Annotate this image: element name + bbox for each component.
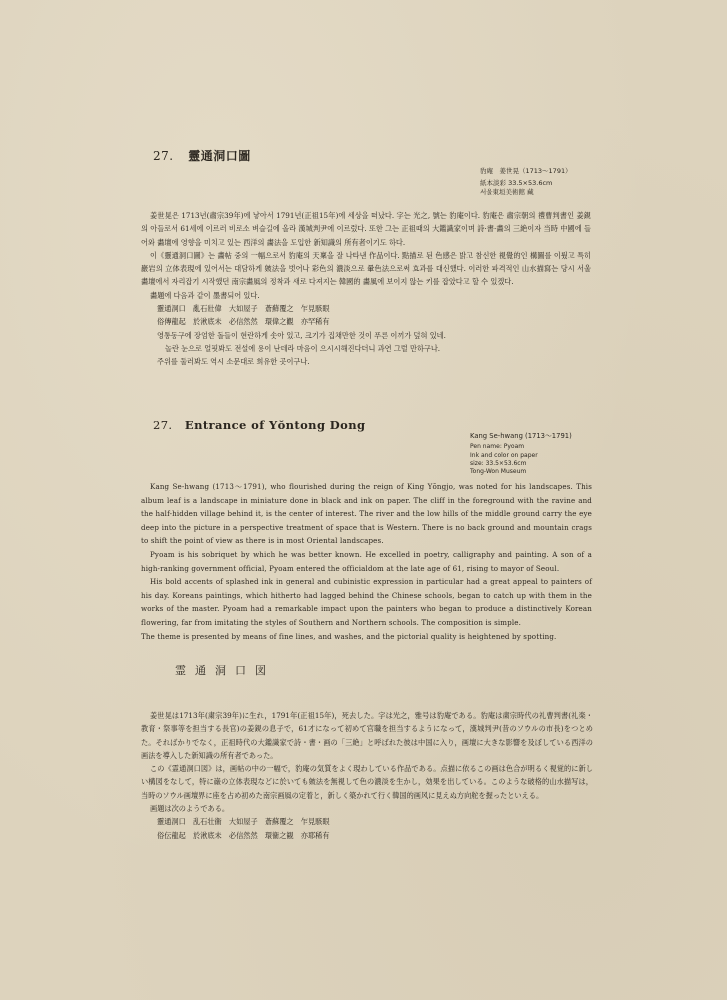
japanese-poem-line: 靈通洞口 乱石壮衞 大如屋子 蒼蘇覆之 乍見駭眼 (157, 817, 330, 827)
korean-description (141, 209, 591, 369)
korean-translation-line: 영통동구에 장엄한 돌들이 현란하게 솟아 있고, 크기가 집채만한 것이 푸른 이끼가 덮혀 있네. (157, 330, 446, 340)
english-title (153, 418, 365, 432)
english-description (141, 480, 592, 643)
korean-artist: 豹庵 姜世晃（1713～1791） (480, 167, 572, 175)
korean-poem-line: 靈通洞口 亂石壯偉 大如屋子 蒼蘚覆之 乍見駭眼 (157, 304, 330, 314)
korean-paragraph: 姜世晃은 1713년(肅宗39年)에 낳아서 1791년(正祖15年)에 세상을 떠났다. 字는 光之, 號는 豹庵이다. 豹庵은 肅宗朝의 禮曹判書인 姜鋧의 아들로서 61세에 이르러 비로소 벼슬길에 올라 漢城判尹에 이르렀다. 또한 그는 正祖때의 大鑑識家이며 詩·書·畵의 三絶이자 当時 中國에 들어와 畵壇에 영향을 미치고 있는 西洋의 畵法을 도입한 新知識의 所有者이기도 하다. (141, 211, 591, 247)
korean-paragraph: 畵題에 다음과 같이 墨書되어 있다. (150, 290, 260, 300)
korean-poem-line: 俗傳龍起 於湫底未 必信然然 環偉之觀 亦罕稀有 (157, 317, 330, 327)
korean-artwork-meta (480, 167, 572, 197)
japanese-paragraph: 画題は次のようである。 (150, 804, 230, 814)
english-title-text: Entrance of Yŏntong Dong (184, 418, 366, 432)
english-collection: Tong-Won Museum (470, 468, 527, 476)
english-size: size: 33.5×53.6cm (470, 459, 527, 467)
korean-title (153, 147, 251, 164)
korean-paragraph: 이《靈通洞口圖》는 畵帖 중의 一幅으로서 豹庵의 天稟을 잘 나타낸 作品이다. 點描로 된 色感은 밝고 참신한 視覺的인 構圖를 이뤘고 특히 巖岩의 立体表現에 있어서는 대담하게 皴法을 벗어나 彩色의 濃淡으로 暈色法으로써 효과를 대신했다. 이러한 파격적인 山水描寫는 당시 서울 畵壇에서 자리잡기 시작했던 南宗畵風의 정착과 새로 다져지는 韓國的 畵風에 보이지 않는 키를 잡았다고 할 수 있겠다. (141, 250, 591, 287)
english-pen-name: Pen name: Pyoam (470, 443, 525, 451)
english-entry-number: 27. (153, 418, 173, 432)
english-paragraph: Kang Se-hwang (1713～1791), who flourished during the reign of King Yŏngjo, was noted for his landscapes. This album leaf is a landscape in miniature done in black and ink on paper. The cliff in the foreground with the ravine and the half-hidden village behind it, is the center of interest. The river and the low hills of the middle ground carry the eye deep into the picture in a perspective treatment of space that is Western. There is no back ground and mountain crags to shift the point of view as there is in most Oriental landscapes. (141, 482, 592, 546)
japanese-title: 霊通洞口図 (175, 664, 275, 677)
korean-entry-number: 27. (153, 149, 174, 163)
english-paragraph: The theme is presented by means of fine lines, and washes, and the pictorial quality is heightened by spotting. (141, 631, 557, 641)
english-artwork-meta (470, 432, 572, 476)
japanese-paragraph: この《霊通洞口図》は，画帖の中の一幅で，豹庵の気質をよく現わしている作品である。点描に依るこの画は色合が明るく視覚的に新しい構図をなして，特に巌の立体表現などに於いても皴法を無視して色の濃淡を生かし，効果を出している。このような破格的山水描写は，当時のソウル画壇界に座を占め初めた南宗画風の定着と，新しく築かれて行く韓国的画风に見えぬ方向舵を握ったといえる。 (141, 764, 593, 800)
japanese-description (141, 709, 593, 842)
english-paragraph: Pyoam is his sobriquet by which he was better known. He excelled in poetry, calligraphy and painting. A son of a high-ranking government official, Pyoam entered the officialdom at the late age of 61, rising to mayor of Seoul. (141, 549, 592, 573)
japanese-poem-line: 俗伝龍起 於湫底未 必信然然 環衞之観 亦耶稀有 (157, 830, 330, 840)
korean-medium: 紙本淡彩 33.5×53.6cm (480, 179, 553, 187)
english-artist: Kang Se-hwang (1713～1791) (470, 432, 572, 440)
korean-title-text: 靈通洞口圖 (188, 149, 251, 163)
korean-collection: 서울東垣美術館 藏 (480, 188, 534, 196)
japanese-paragraph: 姜世晃は1713年(粛宗39年)に生れ，1791年(正祖15年)，死去した。字は光之，雅号は豹庵である。豹庵は粛宗時代の礼曹判書(礼楽・教育・祭事等を担当する長官)の姜鋧の息子で，61才になって初めて官職を担当するようになって，漢城判尹(昔のソウルの市長)をつとめた。そればかりでなく，正祖時代の大鑑識家で詩・書・画の「三絶」と呼ばれた彼は中国に入り，画壇に大きな影響を及ぼしている西洋の画法を導入した新知識の所有者であった。 (141, 711, 593, 760)
english-paragraph: His bold accents of splashed ink in general and cubinistic expression in particular had a great appeal to painters of his day. Koreans paintings, which hitherto had lagged behind the Chinese schools, began to catch up with them in the works of the master. Pyoam had a remarkable impact upon the painters who began to produce a distinctively Korean flowering, far from imitating the styles of Southern and Northern schools. The composition is simple. (141, 577, 592, 627)
korean-translation-line: 주위를 둘러봐도 역시 소문대로 희유한 곳이구나. (157, 357, 310, 367)
korean-translation-line: 놀란 눈으로 얼핏봐도 전설에 용이 난데라 마음이 으시시해진다더니 과연 그럴 만하구나. (165, 343, 441, 353)
english-medium: Ink and color on paper (470, 451, 538, 459)
